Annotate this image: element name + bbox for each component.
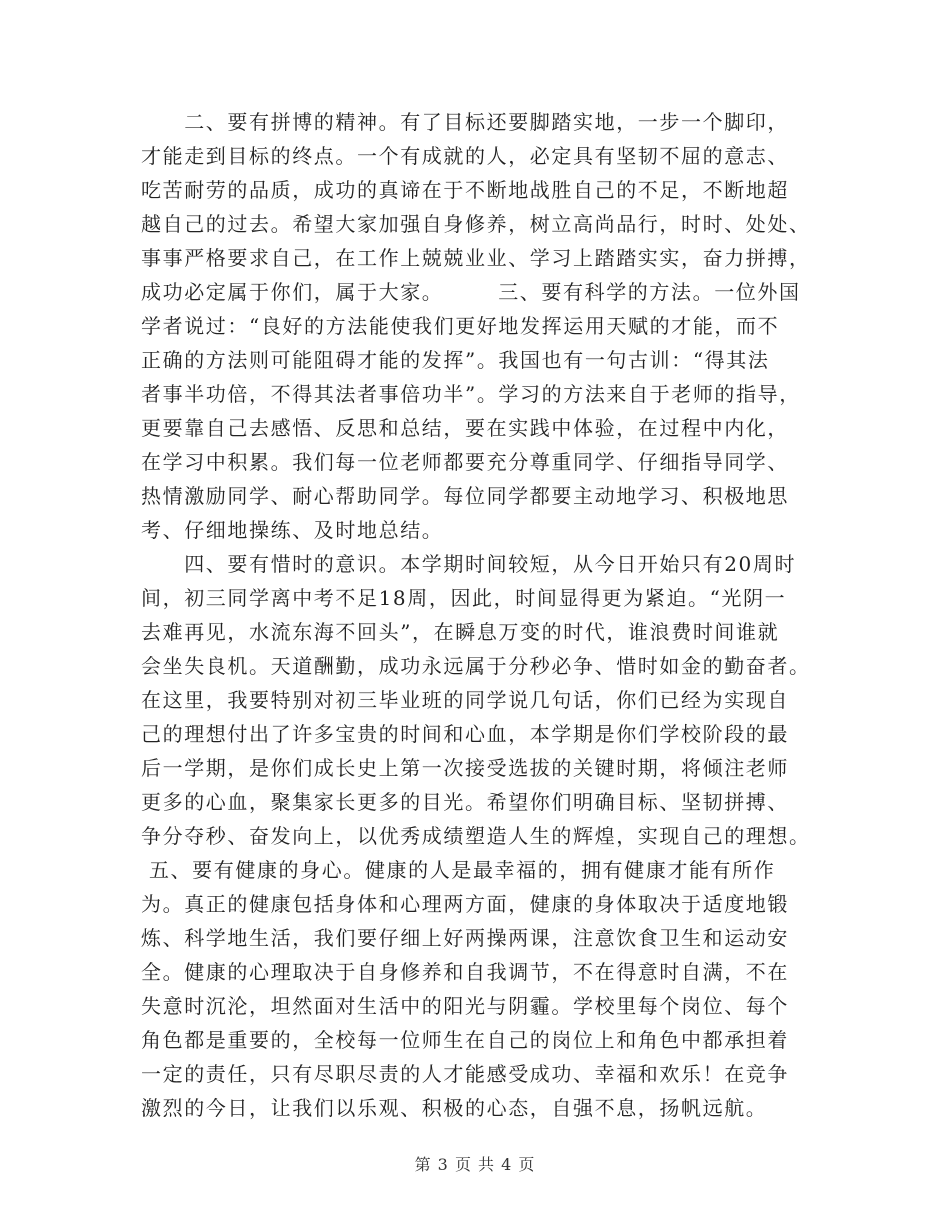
- body-text-line: 在学习中积累。我们每一位老师都要充分尊重同学、仔细指导同学、: [141, 450, 789, 474]
- body-text-line: 炼、科学地生活，我们要仔细上好两操两课，注意饮食卫生和运动安: [141, 926, 789, 950]
- body-text-line: 为。真正的健康包括身体和心理两方面，健康的身体取决于适度地锻: [141, 892, 789, 916]
- body-text-line: 会坐失良机。天道酬勤，成功永远属于分秒必争、惜时如金的勤奋者。: [141, 654, 811, 678]
- body-text-line: 五、要有健康的身心。健康的人是最幸福的，拥有健康才能有所作: [141, 858, 776, 882]
- body-text-line: 去难再见，水流东海不回头”，在瞬息万变的时代，谁浪费时间谁就: [141, 620, 780, 644]
- body-text-line: 己的理想付出了许多宝贵的时间和心血，本学期是你们学校阶段的最: [141, 722, 789, 746]
- body-text-line: 热情激励同学、耐心帮助同学。每位同学都要主动地学习、积极地思: [141, 484, 789, 508]
- body-text-line: 才能走到目标的终点。一个有成就的人，必定具有坚韧不屈的意志、: [141, 144, 789, 168]
- body-text-line: 考、仔细地操练、及时地总结。: [141, 518, 444, 542]
- body-text-line: 二、要有拼博的精神。有了目标还要脚踏实地，一步一个脚印，: [141, 110, 789, 134]
- body-text-line: 四、要有惜时的意识。本学期时间较短，从今日开始只有20周时: [141, 552, 797, 576]
- body-text-line: 者事半功倍，不得其法者事倍功半”。学习的方法来自于老师的指导，: [141, 382, 801, 406]
- body-text-line: 成功必定属于你们，属于大家。 三、要有科学的方法。一位外国: [141, 280, 801, 304]
- body-text-line: 吃苦耐劳的品质，成功的真谛在于不断地战胜自己的不足，不断地超: [141, 178, 789, 202]
- body-text-line: 失意时沉沦，坦然面对生活中的阳光与阴霾。学校里每个岗位、每个: [141, 994, 789, 1018]
- body-text-line: 事事严格要求自己，在工作上兢兢业业、学习上踏踏实实，奋力拼搏，: [141, 246, 811, 270]
- body-text-line: 更要靠自己去感悟、反思和总结，要在实践中体验，在过程中内化，: [141, 416, 789, 440]
- body-text-line: 在这里，我要特别对初三毕业班的同学说几句话，你们已经为实现自: [141, 688, 789, 712]
- body-text-line: 角色都是重要的，全校每一位师生在自己的岗位上和角色中都承担着: [141, 1028, 789, 1052]
- body-text-line: 激烈的今日，让我们以乐观、积极的心态，自强不息，扬帆远航。: [141, 1096, 768, 1120]
- body-text-line: 一定的责任，只有尽职尽责的人才能感受成功、幸福和欢乐！在竞争: [141, 1062, 789, 1086]
- body-text-line: 正确的方法则可能阻碍才能的发挥”。我国也有一句古训：“得其法: [141, 348, 770, 372]
- body-text-line: 更多的心血，聚集家长更多的目光。希望你们明确目标、坚韧拼搏、: [141, 790, 789, 814]
- body-text-line: 争分夺秒、奋发向上，以优秀成绩塑造人生的辉煌，实现自己的理想。: [141, 824, 811, 848]
- body-text-line: 全。健康的心理取决于自身修养和自我调节，不在得意时自满，不在: [141, 960, 789, 984]
- body-text-line: 越自己的过去。希望大家加强自身修养，树立高尚品行，时时、处处、: [141, 212, 811, 236]
- body-text-line: 间，初三同学离中考不足18周，因此，时间显得更为紧迫。“光阴一: [141, 586, 787, 610]
- body-text-line: 学者说过：“良好的方法能使我们更好地发挥运用天赋的才能，而不: [141, 314, 780, 338]
- body-text-line: 后一学期，是你们成长史上第一次接受选拔的关键时期，将倾注老师: [141, 756, 789, 780]
- page-number-footer: 第 3 页 共 4 页: [414, 1155, 536, 1174]
